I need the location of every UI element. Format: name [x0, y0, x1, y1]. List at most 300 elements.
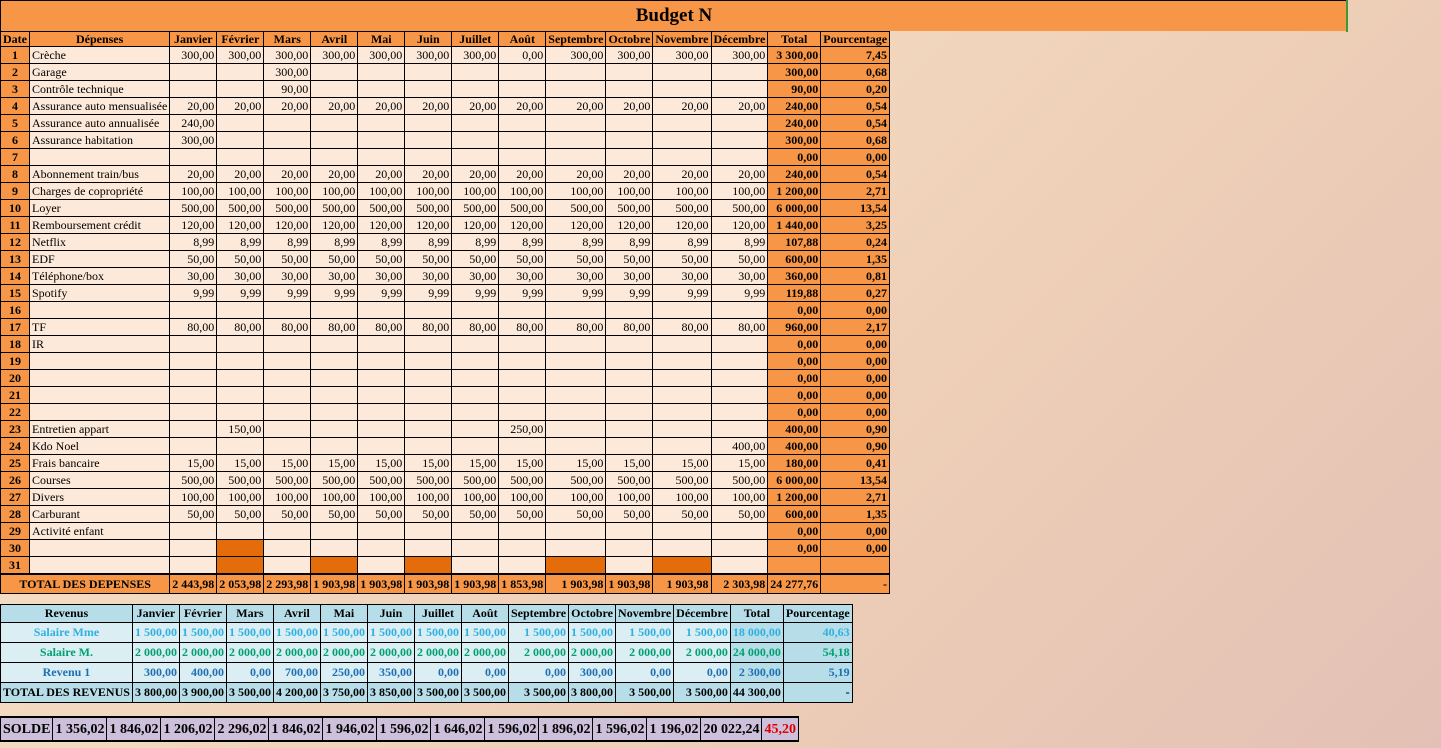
expense-cell[interactable]	[452, 421, 499, 438]
revenue-cell[interactable]: 2 000,00	[569, 643, 616, 663]
expense-cell[interactable]: 20,00	[711, 98, 768, 115]
expense-cell[interactable]: 20,00	[170, 166, 217, 183]
expense-total[interactable]: 400,00	[768, 438, 821, 455]
expense-label[interactable]: Assurance auto mensualisée	[30, 98, 170, 115]
expense-total[interactable]: 300,00	[768, 64, 821, 81]
row-number[interactable]: 31	[1, 557, 30, 575]
expense-cell[interactable]	[170, 64, 217, 81]
balance-cell[interactable]: 1 206,02	[161, 717, 215, 741]
expense-cell[interactable]	[311, 557, 358, 575]
expense-cell[interactable]: 20,00	[311, 98, 358, 115]
expense-cell[interactable]	[358, 115, 405, 132]
expense-cell[interactable]	[217, 353, 264, 370]
expense-cell[interactable]: 500,00	[499, 472, 546, 489]
expense-cell[interactable]: 100,00	[405, 489, 452, 506]
expense-cell[interactable]: 100,00	[311, 489, 358, 506]
header-month[interactable]: Octobre	[606, 32, 653, 47]
expense-percent[interactable]: 7,45	[821, 47, 890, 64]
expense-label[interactable]: Garage	[30, 64, 170, 81]
expense-cell[interactable]: 120,00	[405, 217, 452, 234]
expense-cell[interactable]	[217, 81, 264, 98]
row-number[interactable]: 15	[1, 285, 30, 302]
expense-cell[interactable]: 100,00	[711, 489, 768, 506]
expense-cell[interactable]	[499, 336, 546, 353]
expense-cell[interactable]: 80,00	[170, 319, 217, 336]
revenues-total-cell[interactable]: 3 500,00	[226, 683, 273, 703]
row-number[interactable]: 28	[1, 506, 30, 523]
expense-cell[interactable]	[311, 421, 358, 438]
expense-cell[interactable]	[452, 81, 499, 98]
expense-cell[interactable]: 120,00	[264, 217, 311, 234]
header-month[interactable]: Mai	[358, 32, 405, 47]
expense-cell[interactable]: 500,00	[499, 200, 546, 217]
revenues-total-cell[interactable]: 3 800,00	[132, 683, 179, 703]
expense-cell[interactable]	[264, 115, 311, 132]
row-number[interactable]: 27	[1, 489, 30, 506]
revenue-total[interactable]: 24 000,00	[730, 643, 783, 663]
revenue-label[interactable]: Revenu 1	[1, 663, 133, 683]
revenues-total-cell[interactable]: 3 500,00	[414, 683, 461, 703]
expense-cell[interactable]: 100,00	[170, 183, 217, 200]
expense-cell[interactable]: 300,00	[711, 47, 768, 64]
expense-cell[interactable]: 500,00	[405, 472, 452, 489]
revenue-cell[interactable]: 1 500,00	[414, 623, 461, 643]
balance-cell[interactable]: 2 296,02	[215, 717, 269, 741]
revenue-cell[interactable]: 2 000,00	[674, 643, 731, 663]
expense-total[interactable]: 0,00	[768, 404, 821, 421]
expense-cell[interactable]	[405, 81, 452, 98]
expense-cell[interactable]	[405, 404, 452, 421]
revenue-cell[interactable]: 250,00	[320, 663, 367, 683]
expense-cell[interactable]	[170, 557, 217, 575]
expense-label[interactable]: Loyer	[30, 200, 170, 217]
revenues-total-label[interactable]: TOTAL DES REVENUS	[1, 683, 133, 703]
expense-cell[interactable]	[452, 149, 499, 166]
expense-cell[interactable]	[405, 149, 452, 166]
expense-cell[interactable]: 300,00	[358, 47, 405, 64]
expense-cell[interactable]	[405, 523, 452, 540]
expense-percent[interactable]: 0,00	[821, 353, 890, 370]
expense-cell[interactable]: 80,00	[311, 319, 358, 336]
expense-cell[interactable]: 80,00	[217, 319, 264, 336]
expense-cell[interactable]: 250,00	[499, 421, 546, 438]
expense-cell[interactable]	[358, 336, 405, 353]
expense-cell[interactable]	[311, 523, 358, 540]
expense-cell[interactable]: 100,00	[358, 183, 405, 200]
expense-cell[interactable]: 500,00	[217, 472, 264, 489]
row-number[interactable]: 26	[1, 472, 30, 489]
revenue-header-total[interactable]: Total	[730, 605, 783, 623]
expense-cell[interactable]	[311, 149, 358, 166]
expenses-grand-total[interactable]: 24 277,76	[768, 574, 821, 594]
expense-cell[interactable]: 30,00	[264, 268, 311, 285]
expense-cell[interactable]	[653, 557, 711, 575]
expense-cell[interactable]	[546, 64, 606, 81]
expense-cell[interactable]	[170, 404, 217, 421]
header-month[interactable]: Avril	[311, 32, 358, 47]
expense-label[interactable]: Contrôle technique	[30, 81, 170, 98]
row-number[interactable]: 18	[1, 336, 30, 353]
expense-cell[interactable]	[405, 370, 452, 387]
revenue-cell[interactable]: 2 000,00	[273, 643, 320, 663]
expense-percent[interactable]: 0,24	[821, 234, 890, 251]
expense-cell[interactable]: 20,00	[358, 98, 405, 115]
expense-cell[interactable]: 300,00	[170, 132, 217, 149]
expense-total[interactable]: 600,00	[768, 506, 821, 523]
row-number[interactable]: 2	[1, 64, 30, 81]
expense-cell[interactable]	[606, 64, 653, 81]
expense-cell[interactable]: 20,00	[546, 166, 606, 183]
revenue-cell[interactable]: 2 000,00	[616, 643, 674, 663]
expense-cell[interactable]: 120,00	[170, 217, 217, 234]
expense-cell[interactable]	[358, 302, 405, 319]
revenue-header-month[interactable]: Janvier	[132, 605, 179, 623]
expense-cell[interactable]	[653, 115, 711, 132]
expense-cell[interactable]	[217, 64, 264, 81]
expense-cell[interactable]	[170, 336, 217, 353]
expense-cell[interactable]: 500,00	[311, 200, 358, 217]
expense-percent[interactable]: 3,25	[821, 217, 890, 234]
revenue-percent[interactable]: 40,63	[783, 623, 852, 643]
expense-cell[interactable]: 120,00	[711, 217, 768, 234]
expense-cell[interactable]	[499, 115, 546, 132]
expense-cell[interactable]: 120,00	[546, 217, 606, 234]
expense-label[interactable]	[30, 353, 170, 370]
expense-cell[interactable]	[264, 353, 311, 370]
expense-cell[interactable]	[452, 115, 499, 132]
expense-cell[interactable]: 50,00	[546, 506, 606, 523]
expense-cell[interactable]	[452, 438, 499, 455]
expense-cell[interactable]: 20,00	[499, 98, 546, 115]
expense-cell[interactable]: 500,00	[546, 472, 606, 489]
expense-cell[interactable]: 50,00	[405, 506, 452, 523]
expense-total[interactable]: 600,00	[768, 251, 821, 268]
expense-percent[interactable]: 0,81	[821, 268, 890, 285]
expense-cell[interactable]: 100,00	[499, 183, 546, 200]
expense-cell[interactable]: 30,00	[358, 268, 405, 285]
revenue-header-month[interactable]: Juillet	[414, 605, 461, 623]
expense-cell[interactable]	[311, 404, 358, 421]
expense-cell[interactable]	[311, 353, 358, 370]
expense-cell[interactable]: 400,00	[711, 438, 768, 455]
expense-cell[interactable]	[546, 540, 606, 557]
expense-cell[interactable]	[499, 353, 546, 370]
expense-cell[interactable]	[358, 149, 405, 166]
expense-cell[interactable]: 100,00	[452, 183, 499, 200]
expense-cell[interactable]: 500,00	[311, 472, 358, 489]
expense-percent[interactable]: 0,20	[821, 81, 890, 98]
revenue-cell[interactable]: 2 000,00	[414, 643, 461, 663]
expense-total[interactable]: 0,00	[768, 353, 821, 370]
expense-cell[interactable]	[264, 149, 311, 166]
expense-cell[interactable]: 300,00	[264, 47, 311, 64]
expense-cell[interactable]	[311, 438, 358, 455]
expense-cell[interactable]: 500,00	[170, 200, 217, 217]
expense-cell[interactable]: 50,00	[311, 251, 358, 268]
expense-cell[interactable]	[546, 421, 606, 438]
revenue-cell[interactable]: 2 000,00	[461, 643, 508, 663]
expense-cell[interactable]: 100,00	[405, 183, 452, 200]
expenses-total-cell[interactable]: 1 903,98	[311, 574, 358, 594]
expense-cell[interactable]	[711, 132, 768, 149]
expense-cell[interactable]	[653, 81, 711, 98]
expense-label[interactable]: Téléphone/box	[30, 268, 170, 285]
revenue-header-month[interactable]: Avril	[273, 605, 320, 623]
expense-cell[interactable]	[711, 523, 768, 540]
revenues-total-cell[interactable]: 3 500,00	[508, 683, 568, 703]
expense-cell[interactable]: 500,00	[711, 472, 768, 489]
expense-total[interactable]: 240,00	[768, 166, 821, 183]
expense-cell[interactable]	[606, 353, 653, 370]
expense-cell[interactable]: 100,00	[546, 183, 606, 200]
expense-cell[interactable]: 300,00	[405, 47, 452, 64]
revenue-cell[interactable]: 1 500,00	[461, 623, 508, 643]
expense-percent[interactable]: 2,71	[821, 183, 890, 200]
expense-cell[interactable]: 50,00	[358, 506, 405, 523]
expense-cell[interactable]	[452, 302, 499, 319]
expense-cell[interactable]: 100,00	[264, 489, 311, 506]
expense-total[interactable]: 360,00	[768, 268, 821, 285]
expense-cell[interactable]	[264, 421, 311, 438]
revenue-percent[interactable]: 5,19	[783, 663, 852, 683]
header-percent[interactable]: Pourcentage	[821, 32, 890, 47]
row-number[interactable]: 21	[1, 387, 30, 404]
balance-percent[interactable]: 45,20	[762, 717, 799, 741]
expense-label[interactable]: Activité enfant	[30, 523, 170, 540]
expenses-total-percent[interactable]: -	[821, 574, 890, 594]
expense-cell[interactable]	[653, 353, 711, 370]
expense-label[interactable]: IR	[30, 336, 170, 353]
expense-cell[interactable]: 30,00	[499, 268, 546, 285]
expense-cell[interactable]	[546, 149, 606, 166]
expense-cell[interactable]	[606, 557, 653, 575]
revenue-cell[interactable]: 400,00	[179, 663, 226, 683]
expense-cell[interactable]	[653, 387, 711, 404]
expense-cell[interactable]: 80,00	[264, 319, 311, 336]
expense-cell[interactable]: 15,00	[711, 455, 768, 472]
expense-cell[interactable]	[217, 302, 264, 319]
expense-cell[interactable]	[606, 302, 653, 319]
expense-cell[interactable]: 20,00	[606, 166, 653, 183]
expense-label[interactable]: Crèche	[30, 47, 170, 64]
expense-cell[interactable]: 50,00	[546, 251, 606, 268]
expense-cell[interactable]: 50,00	[711, 506, 768, 523]
balance-cell[interactable]: 1 356,02	[53, 717, 107, 741]
row-number[interactable]: 3	[1, 81, 30, 98]
revenues-total-cell[interactable]: 3 750,00	[320, 683, 367, 703]
expense-percent[interactable]: 1,35	[821, 506, 890, 523]
expense-cell[interactable]	[546, 132, 606, 149]
expense-cell[interactable]	[606, 370, 653, 387]
expense-cell[interactable]: 300,00	[606, 47, 653, 64]
expense-cell[interactable]: 500,00	[170, 472, 217, 489]
revenue-header-month[interactable]: Mai	[320, 605, 367, 623]
expense-cell[interactable]: 30,00	[170, 268, 217, 285]
expense-cell[interactable]	[653, 132, 711, 149]
expense-cell[interactable]	[264, 132, 311, 149]
balance-cell[interactable]: 1 196,02	[647, 717, 701, 741]
expense-cell[interactable]: 50,00	[405, 251, 452, 268]
expense-cell[interactable]: 90,00	[264, 81, 311, 98]
expense-cell[interactable]: 15,00	[170, 455, 217, 472]
expense-cell[interactable]: 500,00	[358, 472, 405, 489]
row-number[interactable]: 6	[1, 132, 30, 149]
expenses-total-cell[interactable]: 1 903,98	[452, 574, 499, 594]
header-month[interactable]: Décembre	[711, 32, 768, 47]
expense-cell[interactable]: 80,00	[606, 319, 653, 336]
row-number[interactable]: 11	[1, 217, 30, 234]
expense-cell[interactable]: 9,99	[311, 285, 358, 302]
expense-cell[interactable]	[546, 404, 606, 421]
expense-cell[interactable]	[546, 438, 606, 455]
expense-cell[interactable]: 300,00	[653, 47, 711, 64]
expense-cell[interactable]: 100,00	[170, 489, 217, 506]
expense-cell[interactable]: 15,00	[217, 455, 264, 472]
expense-label[interactable]: TF	[30, 319, 170, 336]
expense-cell[interactable]	[170, 353, 217, 370]
expense-percent[interactable]: 2,71	[821, 489, 890, 506]
revenues-total-cell[interactable]: 3 500,00	[674, 683, 731, 703]
revenue-cell[interactable]: 2 000,00	[226, 643, 273, 663]
expense-cell[interactable]	[217, 540, 264, 557]
revenue-cell[interactable]: 1 500,00	[179, 623, 226, 643]
revenue-header-month[interactable]: Février	[179, 605, 226, 623]
expense-cell[interactable]: 20,00	[499, 166, 546, 183]
expense-cell[interactable]: 20,00	[606, 98, 653, 115]
expense-percent[interactable]: 0,54	[821, 98, 890, 115]
expense-cell[interactable]: 500,00	[264, 472, 311, 489]
expense-cell[interactable]	[311, 302, 358, 319]
expense-cell[interactable]	[264, 370, 311, 387]
expense-cell[interactable]: 30,00	[217, 268, 264, 285]
balance-label[interactable]: SOLDE	[1, 717, 53, 741]
expense-cell[interactable]: 9,99	[711, 285, 768, 302]
expense-cell[interactable]: 15,00	[499, 455, 546, 472]
expense-cell[interactable]: 20,00	[546, 98, 606, 115]
expense-cell[interactable]: 20,00	[217, 98, 264, 115]
expense-percent[interactable]: 0,54	[821, 166, 890, 183]
expense-cell[interactable]	[358, 132, 405, 149]
expense-cell[interactable]: 500,00	[452, 472, 499, 489]
expense-cell[interactable]: 8,99	[358, 234, 405, 251]
expense-cell[interactable]: 100,00	[653, 489, 711, 506]
expense-cell[interactable]	[170, 149, 217, 166]
expense-cell[interactable]	[499, 370, 546, 387]
revenues-total-cell[interactable]: 3 900,00	[179, 683, 226, 703]
expense-total[interactable]: 107,88	[768, 234, 821, 251]
expense-cell[interactable]: 8,99	[606, 234, 653, 251]
revenues-grand-total[interactable]: 44 300,00	[730, 683, 783, 703]
expense-percent[interactable]: 0,00	[821, 149, 890, 166]
revenue-cell[interactable]: 2 000,00	[179, 643, 226, 663]
expense-cell[interactable]	[358, 523, 405, 540]
revenue-cell[interactable]: 1 500,00	[132, 623, 179, 643]
expense-cell[interactable]: 15,00	[311, 455, 358, 472]
expense-cell[interactable]: 500,00	[217, 200, 264, 217]
expense-cell[interactable]	[546, 336, 606, 353]
expense-cell[interactable]: 500,00	[653, 472, 711, 489]
expense-cell[interactable]: 120,00	[499, 217, 546, 234]
expense-cell[interactable]	[358, 557, 405, 575]
expense-cell[interactable]	[358, 64, 405, 81]
expense-cell[interactable]: 500,00	[264, 200, 311, 217]
revenue-cell[interactable]: 1 500,00	[616, 623, 674, 643]
expense-cell[interactable]: 9,99	[653, 285, 711, 302]
expense-cell[interactable]: 50,00	[264, 506, 311, 523]
expenses-total-cell[interactable]: 2 293,98	[264, 574, 311, 594]
expense-cell[interactable]: 50,00	[217, 506, 264, 523]
expense-cell[interactable]	[452, 557, 499, 575]
expense-cell[interactable]: 50,00	[606, 251, 653, 268]
row-number[interactable]: 8	[1, 166, 30, 183]
expense-cell[interactable]: 80,00	[546, 319, 606, 336]
revenue-cell[interactable]: 1 500,00	[508, 623, 568, 643]
expense-cell[interactable]: 30,00	[606, 268, 653, 285]
balance-total[interactable]: 20 022,24	[701, 717, 762, 741]
expense-label[interactable]	[30, 302, 170, 319]
expense-cell[interactable]	[170, 438, 217, 455]
expense-cell[interactable]: 500,00	[452, 200, 499, 217]
revenue-header-month[interactable]: Octobre	[569, 605, 616, 623]
expense-cell[interactable]: 20,00	[452, 166, 499, 183]
expense-cell[interactable]	[499, 387, 546, 404]
expense-cell[interactable]	[358, 370, 405, 387]
expense-cell[interactable]: 50,00	[170, 251, 217, 268]
expense-cell[interactable]	[264, 404, 311, 421]
expense-cell[interactable]: 20,00	[711, 166, 768, 183]
expense-percent[interactable]: 13,54	[821, 200, 890, 217]
revenue-header-month[interactable]: Mars	[226, 605, 273, 623]
expense-cell[interactable]: 8,99	[170, 234, 217, 251]
expense-cell[interactable]	[452, 387, 499, 404]
expense-cell[interactable]	[217, 115, 264, 132]
expense-percent[interactable]: 0,00	[821, 404, 890, 421]
expense-cell[interactable]: 500,00	[405, 200, 452, 217]
expense-cell[interactable]: 50,00	[653, 506, 711, 523]
expense-cell[interactable]: 8,99	[711, 234, 768, 251]
expense-cell[interactable]	[711, 302, 768, 319]
expense-cell[interactable]	[606, 132, 653, 149]
expense-cell[interactable]: 20,00	[405, 166, 452, 183]
expense-total[interactable]: 300,00	[768, 132, 821, 149]
expense-cell[interactable]	[311, 115, 358, 132]
revenue-cell[interactable]: 0,00	[461, 663, 508, 683]
expense-cell[interactable]	[606, 523, 653, 540]
row-number[interactable]: 12	[1, 234, 30, 251]
expense-total[interactable]: 90,00	[768, 81, 821, 98]
expense-label[interactable]: Assurance auto annualisée	[30, 115, 170, 132]
expense-cell[interactable]	[217, 557, 264, 575]
expense-cell[interactable]	[546, 557, 606, 575]
expense-cell[interactable]	[405, 557, 452, 575]
header-month[interactable]: Août	[499, 32, 546, 47]
expense-cell[interactable]: 20,00	[405, 98, 452, 115]
expense-cell[interactable]	[358, 387, 405, 404]
expense-cell[interactable]: 20,00	[264, 166, 311, 183]
expense-cell[interactable]	[405, 115, 452, 132]
expense-cell[interactable]: 500,00	[606, 472, 653, 489]
expense-cell[interactable]	[499, 540, 546, 557]
expense-cell[interactable]	[711, 557, 768, 575]
revenue-cell[interactable]: 2 000,00	[132, 643, 179, 663]
revenue-cell[interactable]: 1 500,00	[674, 623, 731, 643]
expense-percent[interactable]: 0,00	[821, 302, 890, 319]
expense-cell[interactable]: 20,00	[653, 166, 711, 183]
expense-cell[interactable]	[170, 421, 217, 438]
expense-label[interactable]: Frais bancaire	[30, 455, 170, 472]
expense-cell[interactable]: 8,99	[217, 234, 264, 251]
expense-cell[interactable]: 120,00	[311, 217, 358, 234]
